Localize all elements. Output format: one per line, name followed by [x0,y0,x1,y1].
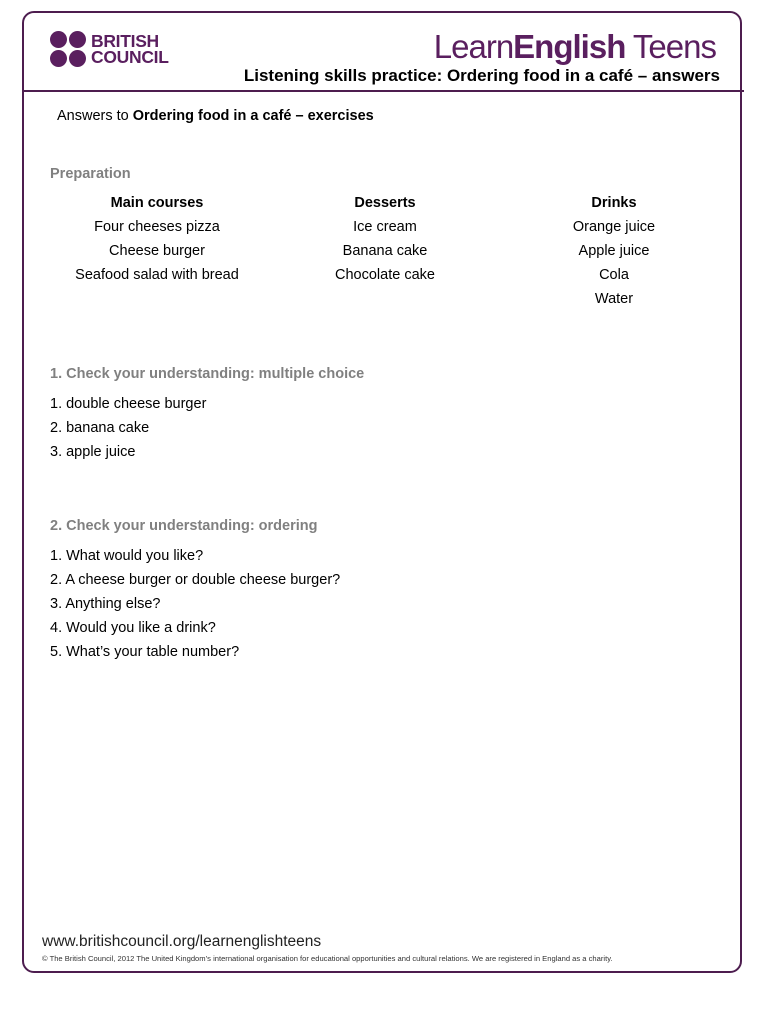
answer-item: 3. Anything else? [50,596,161,612]
list-item: Water [594,291,634,307]
multiple-choice-heading: 1. Check your understanding: multiple choice [50,366,365,382]
column-heading: Drinks [591,195,637,211]
answer-item: 4. Would you like a drink? [50,620,216,636]
list-item: Seafood salad with bread [75,267,239,283]
learnenglish-teens-brand [434,28,716,66]
multiple-choice-answers [50,392,206,464]
footer-url[interactable]: www.britishcouncil.org/learnenglishteens [42,933,322,950]
answer-item: 1. What would you like? [50,548,204,564]
header-divider [22,90,744,92]
answer-item: 2. banana cake [50,420,150,436]
preparation-heading: Preparation [50,166,131,182]
desserts-column [265,191,505,287]
ordering-heading: 2. Check your understanding: ordering [50,518,318,534]
brand-learn: Learn [433,28,514,65]
intro-prefix: Answers to [57,108,133,124]
intro-exercise-name: Ordering food in a café – exercises [132,108,374,124]
list-item: Apple juice [578,243,650,259]
list-item: Orange juice [572,219,656,235]
list-item: Ice cream [353,219,417,235]
logo-line-2: COUNCIL [91,47,169,67]
british-council-logo [50,31,169,67]
answer-item: 3. apple juice [50,444,136,460]
brand-teens: Teens [625,28,716,65]
list-item: Four cheeses pizza [94,219,220,235]
main-courses-column [37,191,277,287]
list-item: Cola [599,267,629,283]
column-heading: Desserts [354,195,416,211]
list-item: Cheese burger [109,243,205,259]
answer-item: 2. A cheese burger or double cheese burger? [50,572,341,588]
drinks-column [494,191,734,311]
page-frame [22,11,742,973]
page-title: Listening skills practice: Ordering food in a café – answers [243,66,720,85]
list-item: Banana cake [342,243,428,259]
logo-line-1: BRITISH [91,31,159,51]
footer-copyright: © The British Council, 2012 The United Kingdom’s international organisation for educational opportunities and cultural relations. We are registered in England as a charity. [42,954,613,963]
answer-item: 5. What’s your table number? [50,644,240,660]
list-item: Chocolate cake [335,267,435,283]
intro-line [57,108,374,124]
column-heading: Main courses [110,195,204,211]
logo-text [91,33,169,65]
answer-item: 1. double cheese burger [50,396,207,412]
ordering-answers [50,544,340,664]
brand-english: English [513,28,626,65]
logo-dots-icon [50,31,86,67]
